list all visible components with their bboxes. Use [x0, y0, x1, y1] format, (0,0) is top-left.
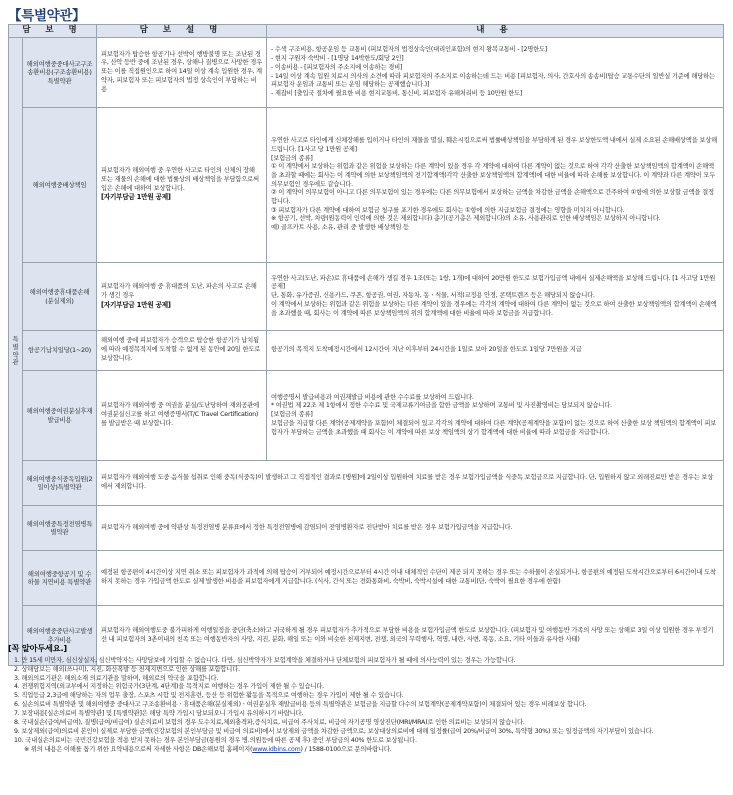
notice-footer: [8, 746, 723, 755]
content-line: - 이송비용 - [피보험자의 주소지에 이송하는 경비]: [271, 63, 403, 71]
description-text: 피보험자가 탑승한 항공기나 선박이 행방불명 또는 조난된 경우, 산악 등반 중에 조난된 경우, 상해나 질병으로 사망한 경우 또는 이를 직접원인으로 하여 14일 이상 계속 입원한 경우, 계약자, 피보험자 또는 피보험자의 법정 상속인이 부담하는 비용: [101, 50, 263, 93]
header-content: 내 용: [267, 25, 724, 38]
notice-item: 7. 보장내용[실손의료비 특별약관] 및 [특별약관]은 해당 특약 가입시 담보되오니 가입시 유의하시기 바랍니다.: [14, 710, 304, 718]
content-line: ※ 항공기, 선박, 차량(원동력이 인력에 의한 것은 제외합니다) 총기(공기총은 제외합니다)의 소유, 사용관리로 인한 배상책임은 보상하지 아니합니다.: [271, 215, 661, 223]
notice-item: 8. 국내실손(급여/비급여), 질병(급여/비급여) 실손의료비 보험의 경우 도수치료,체외충격파,증식치료, 비급여 주사치료, 비급여 자기공명 영상진단(MRI/MRA)로 인한 의료비는 보상되지 않습니다.: [14, 719, 525, 727]
coverage-content: [267, 263, 724, 331]
notice-item: 2. 상해담보는 해외(쓰나미), 지진, 화산폭발 등 천재지변으로 인한 상해를 포함합니다.: [14, 665, 240, 673]
coverage-content: [97, 551, 724, 606]
table-row: [9, 461, 724, 506]
coverage-name: 해외여행중항공기 및 수하물 지연비용 특별약관: [23, 551, 97, 606]
category-label: 특별약관: [12, 335, 19, 367]
content-line: 예정된 항공편이 4시간이상 지연 취소 또는 피보험자가 과적에 의해 탑승이 거부되어 예정시간으로부터 4시간 이내 대체적인 수단이 제공 되지 못하는 경우 또는 수하물이 손실되거나, 항공편의 예정된 도착시간으로부터 6시간이내 도착하지 못하는 경우 가입금액 한도로 실제 발생한 비용을 피보험자에게 지급합니다. (식사, 간식 또는 전화통화비, 숙박비, 숙박시설에 대한 교통비(단, 숙박이 필요한 경우에 한함): [101, 569, 716, 585]
table-header-row: [9, 25, 724, 38]
table-row: [9, 108, 724, 263]
notice-item: 4. 전쟁위험지역(외교부에서 지정하는 위험국가(3단계, 4단계)을 목적지로 여행하는 경우 가입이 제한 될 수 있습니다.: [14, 683, 324, 691]
coverage-name: 항공기납치일당(1~20): [23, 331, 97, 371]
content-line: 피보험자가 해외여행 도중 음식물 섭취로 인해 중독(식중독)이 발생하고 그 직접적인 결과로 [병원]에 2일이상 입원하여 치료를 받은 경우 보험가입금액을 식중독 보험금으로 지급합니다. 단, 입원하지 않고 외래진료만 받은 경우는 보상에서 제외합니다.: [101, 474, 714, 490]
table-body: [9, 38, 724, 666]
content-line: [보험금의 종류]: [271, 154, 313, 162]
content-line: ① 이 계약에서 보상하는 위험과 같은 위험을 보상하는 다른 계약이 있을 경우 각 계약에 대하여 다른 계약이 없는 것으로 하여 각각 산출한 보상책임액의 합계액이 손해액을 초과할 때에는 회사는 이 계약에 의한 보상책임액의 전기합계액(각각 산출한 보상책임액의 합계액)에 대한 비율에 따라 손해를 보상합니다. 이 계약과 다른 계약이 모두 의무보험인 경우에도 같습니다.: [271, 163, 716, 188]
notice-footer-prefix: ※ 위의 내용은 이해를 돕기 위한 요약내용으로써 자세한 사항은 DB손해보험 홈페이지(: [24, 746, 253, 754]
table-row: [9, 263, 724, 331]
description-text: 피보험자가 해외여행 중 우연한 사고로 타인의 신체의 장해 또는 재물의 손해에 대한 법률상의 배상책임을 부담함으로써 입은 손해에 대하여 보상합니다.: [101, 167, 259, 192]
coverage-content: [267, 371, 724, 461]
table-row: [9, 551, 724, 606]
coverage-content: [97, 506, 724, 551]
coverage-description: [97, 38, 267, 108]
content-line: - 현지 구원자 숙박비 - [1명당 14박한도/회당 2인]: [271, 55, 404, 63]
coverage-description: [97, 371, 267, 461]
coverage-content: [267, 38, 724, 108]
notice-item: 3. 해외의료기관은 해외소재 의료기관을 말하며, 해외로의 약국을 포함합니다.: [14, 674, 219, 682]
content-line: ③ 피보험자가 다른 계약에 대하여 보험금 청구를 포기한 경우에도 회사는 ①항에 의한 지급보험금 결정에는 영향을 미치지 아니합니다.: [271, 206, 625, 214]
content-line: 여행증명서 발급비용과 여권재발급 비용에 관한 수수료를 보상하여 드립니다.: [271, 393, 474, 401]
content-line: 피보험자가 해외여행도중 불가피하게 여행일정을 중단(축소)하고 귀국하게 될 경우 피보험자가 추가적으로 부담한 비용을 보험가입금액 한도로 보상합니다. (피보험자 및 여행동반 가족의 사망 또는 상해로 3일 이상 입원한 경우 부정기선 내 피보험자의 3촌이내의 친족 또는 여행동반자의 사망, 지진, 분화, 해일 또는 이와 비슷한 천재지변, 전쟁, 외국의 무력행사, 혁명, 내란, 사변, 폭동, 소요, 기타 이들과 유사한 사태): [101, 626, 714, 643]
notice-item: 6. 실손의료비 특별약관 및 해외여행중 중대사고 구조송환비용ㆍ휴대품손해(분실제외)ㆍ여권분실후 재발급비용 등의 특별약관은 보험금을 지급할 다수의 보험계약(공제계약포함)이 체결되어 있는 경우 비례보상 합니다.: [14, 701, 587, 709]
notice-item: 1. 만 15세 미만자, 심신상실자, 심신박약자는 사망담보에 가입할 수 없습니다. 다만, 심신박약자가 보험계약을 체결하거나 단체보험의 피보험자가 될 때에 의사능력이 있는 경우는 가능합니다.: [14, 656, 516, 664]
notice-item: 10. 국내실손의료비는 국민건강보험을 적용 받지 못하는 경우 본인부담금(통원의 경우 병.의원등에 따른 공제 후) 중인 부담금의 40% 한도로 보상됩니다.: [14, 737, 417, 745]
coverage-description: [97, 108, 267, 263]
content-line: 보험금을 지급할 다른 계약(공제계약을 포함)이 체결되어 있고 각각의 계약에 대하여 다른 계약(공제계약을 포함)이 없는 것으로 하여 산출한 보상 책임액의 합계액이 피보험자가 부담하는 금액을 초과했을 때 회사는 이 계약에 따른 보상 책임액의 상기 합계액에 대한 비율에 따라 보험금을 지급합니다.: [271, 419, 717, 436]
content-line: 피보험자가 해외여행 중에 약관상 특정전염병 분류표에서 정한 특정전염병에 감염되어 전염병환자로 진단받아 치료를 받은 경우 보험가입금액을 지급합니다.: [101, 523, 513, 531]
content-line: 이 계약에서 보상하는 위험과 같은 위험을 보상하는 다른 계약이 있을 경우에는 각각의 계약에 대하여 다른 계약이 없는 것으로 하여 산출한 보상책임액의 합계액이 손해액을 초과했을 때, 회사는 이 계약에 따른 보상책임액의 위의 합계액에 대한 비율에 따라 보험금을 지급합니다.: [271, 300, 717, 317]
header-coverage-name: 담 보 명: [9, 25, 97, 38]
content-line: * 여권법 제 22조 제 1항에서 정한 수수료 및 국제교류기여금을 합한 금액을 보상하며 교통비 및 사진촬영비는 담보되지 않습니다.: [271, 402, 612, 410]
notice-item: 9. 보상제외(급여)의료비 본인이 실제로 부담한 금액(건강보험의 본인부담금 및 비급여 의료비)에서 보상제외 금액을 차감한 금액으로, 보상대상의료비에 대해 일정률(급여 20%/비급여 30%, 특약형 30%) 또는 일정금액의 자기부담이 있습니다.: [14, 728, 654, 736]
notice-section: [8, 643, 723, 755]
content-line: 항공기의 목적지 도착예정시간에서 12시간이 지난 이후부터 24시간을 1일로 보아 20일을 한도로 1일당 7만원을 지급: [271, 346, 582, 354]
content-line: 단, 통화, 유가증권, 신용카드, 쿠폰, 항공권, 여권, 자동차, 동ㆍ식물, 서적(교정용 안경, 콘택트렌즈 등은 해당되지 않습니다.: [271, 292, 595, 300]
category-cell: [9, 38, 23, 666]
table-row: [9, 371, 724, 461]
coverage-description: [97, 263, 267, 331]
coverage-name: 해외여행중식중독입원(2일이상)특별약관: [23, 461, 97, 506]
coverage-name: 해외여행중여권분실후재발급비용: [23, 371, 97, 461]
notice-title: [꼭 알아두세요.]: [8, 643, 67, 653]
coverage-content: [267, 108, 724, 263]
content-line: 우연한 사고(도난, 파손)로 휴대품에 손해가 생길 경우 1조(또는 1쌍, 1개)에 대하여 20만원 한도로 보험가입금액 내에서 실제손해액을 보상해 드립니다. [1 사고당 1만원 공제]: [271, 274, 716, 291]
coverage-name: 해외여행중특정전염병특별약관: [23, 506, 97, 551]
notice-item: 5. 직업등급 2,3급에 해당하는 자의 업무 출장, 스포츠 시합 및 전지훈련, 등산 등 위험한 활동을 목적으로 여행하는 경우 가입이 제한 될 수 있습니다.: [14, 692, 404, 700]
content-line: - 14일 이상 계속 입원 치료시 의사의 소견에 따라 피보험자의 주소지로 이송하는데 드는 비용 [피보험자, 의사, 간호사의 송송비(탑승 교통수단의 일반실 기준에 해당하는 피보험자 운임과 교통비 또는 운임 해당하는 공제했습니다.)]: [271, 72, 715, 89]
table-row: [9, 506, 724, 551]
deductible-note: [자기부담금 1만원 공제]: [101, 193, 171, 202]
coverage-content: [97, 461, 724, 506]
content-line: 예) 골프카트 사용, 소유, 관리 중 발생한 배상책임 등: [271, 224, 409, 232]
description-text: 피보험자가 해외여행 중 여권을 분실/도난당하여 재외공관에 여권분실신고를 하고 여행증명서(T/C Travel Certification)를 발급받은 때 보상합니다.: [101, 402, 259, 427]
notice-footer-suffix: ) / 1588-0100으로 문의바랍니다.: [300, 746, 392, 754]
coverage-name: 해외여행중배상책임: [23, 108, 97, 263]
content-line: - 수색 구조비용, 항공운임 등 교통비 (피보험자의 법정상속인(대리인포함)의 현지 왕복교통비 - [2명한도]: [271, 46, 548, 54]
content-line: 우연한 사고로 타인에게 신체장해를 입히거나 타인의 재물을 멸실, 훼손시킴으로써 법률배상책임을 부담하게 된 경우 보상한도액 내에서 실제 소요된 손해배상액을 보상해 드립니다. [1사고 당 1만원 공제]: [271, 137, 718, 153]
content-line: [보험금의 종류]: [271, 411, 313, 419]
table-row: [9, 38, 724, 108]
coverage-content: [267, 331, 724, 371]
special-terms-table: [8, 24, 724, 666]
coverage-name: 해외여행중중대사고구조송환비용(구조송환비용)특별약관: [23, 38, 97, 108]
coverage-name: 해외여행중중단사고발생추가비용: [23, 606, 97, 666]
content-line: - 제잡비 [출입국 절차에 필요한 비용 현지교통비, 통신비, 피보험자 유해처리비 등 10만원 한도]: [271, 89, 523, 97]
coverage-description: [97, 331, 267, 371]
notice-list: [8, 657, 723, 746]
page-title: 【특별약관】: [8, 8, 86, 24]
description-text: 해외여행 중에 피보험자가 승객으로 탑승한 항공기가 납치됨에 따라 예정목적지에 도착할 수 없게 된 동안에 20일 한도로 보상합니다.: [101, 337, 261, 362]
table-row: [9, 331, 724, 371]
description-text: 피보험자가 해외여행 중 휴대품의 도난, 파손의 사고로 손해가 생긴 경우: [101, 283, 257, 299]
coverage-name: 해외여행중휴대품손해(분실제외): [23, 263, 97, 331]
deductible-note: [자기부담금 1만원 공제]: [101, 300, 171, 309]
homepage-link[interactable]: www.idbins.com: [252, 746, 301, 754]
content-line: ② 이 계약이 의무보험이 아니고 다른 의무보험이 있는 경우에는 다른 의무보험에서 보상하는 금액을 차감한 금액을 손해액으로 간주하여 ①항에 의한 보상할 금액을 결정합니다.: [271, 189, 714, 206]
header-coverage-desc: 담 보 설 명: [97, 25, 267, 38]
